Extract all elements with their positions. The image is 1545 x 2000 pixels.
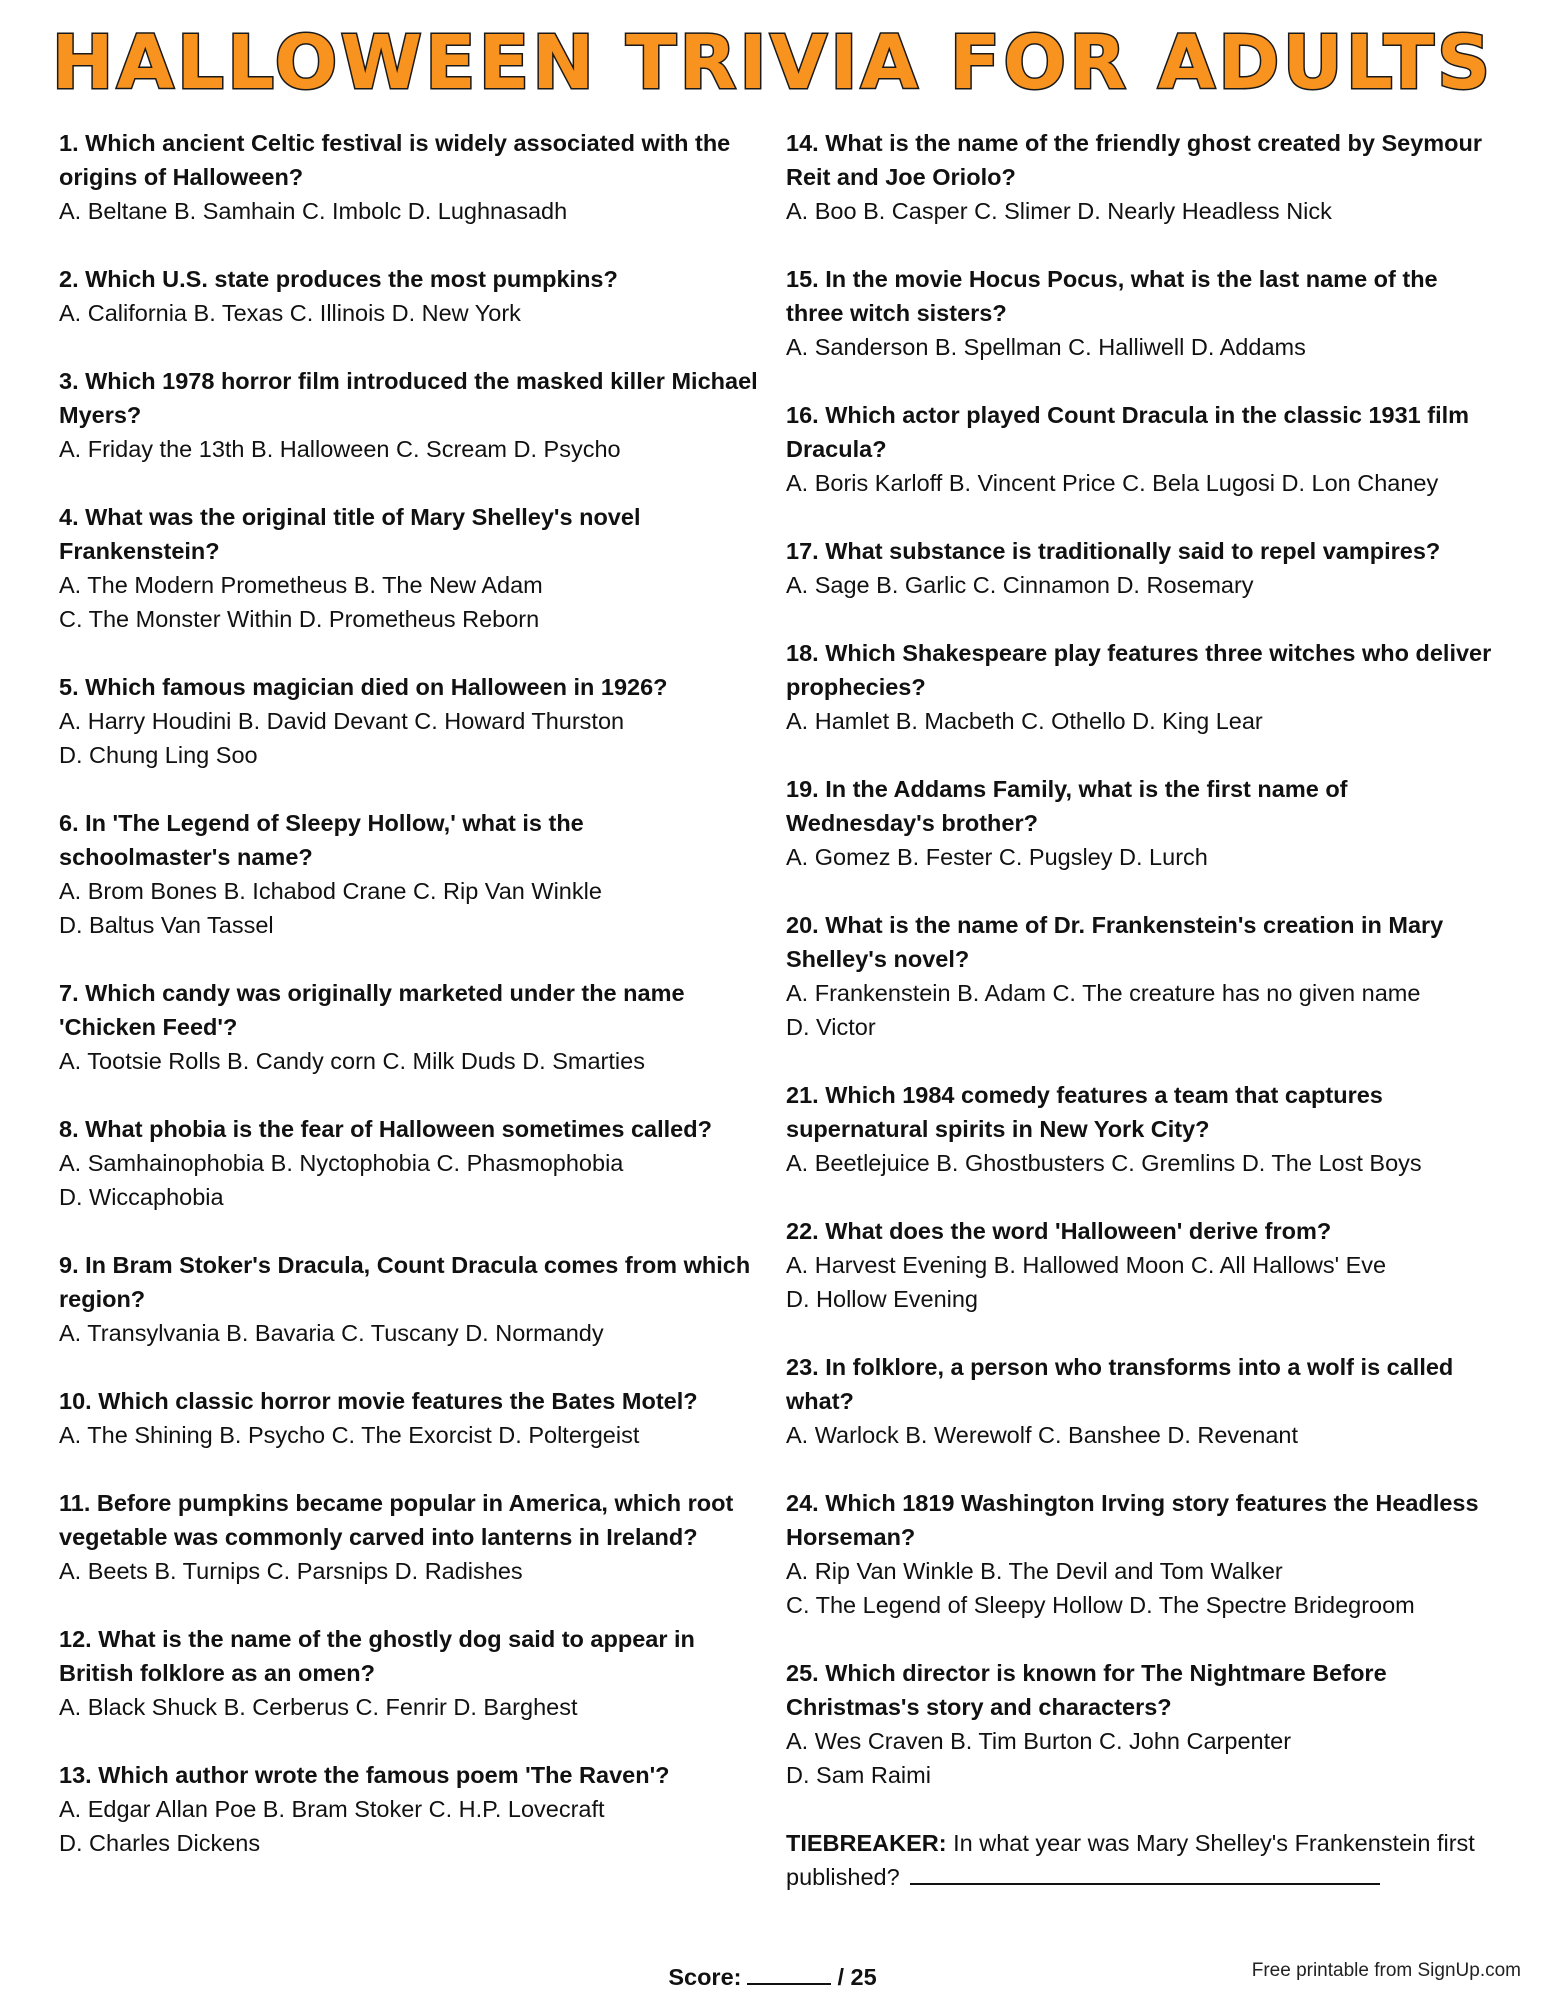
answer-options: A. Beltane B. Samhain C. Imbolc D. Lughnasadh xyxy=(59,198,568,224)
answer-options: D. Sam Raimi xyxy=(786,1762,931,1788)
question-item xyxy=(786,126,1501,228)
question-item xyxy=(59,126,759,228)
answer-options: D. Charles Dickens xyxy=(59,1830,261,1856)
question-item xyxy=(59,1248,759,1350)
tiebreaker xyxy=(786,1826,1501,1894)
answer-options: A. The Modern Prometheus B. The New Adam xyxy=(59,572,543,598)
answer-options: A. Friday the 13th B. Halloween C. Scream D. Psycho xyxy=(59,436,621,462)
answer-options: D. Victor xyxy=(786,1014,876,1040)
question-text: 3. Which 1978 horror film introduced the masked killer Michael Myers? xyxy=(59,368,758,428)
score-blank xyxy=(747,1963,831,1985)
answer-options: A. California B. Texas C. Illinois D. New York xyxy=(59,300,521,326)
question-text: 23. In folklore, a person who transforms into a wolf is called what? xyxy=(786,1354,1454,1414)
answer-options: A. Boo B. Casper C. Slimer D. Nearly Headless Nick xyxy=(786,198,1332,224)
answer-options: A. Harvest Evening B. Hallowed Moon C. All Hallows' Eve xyxy=(786,1252,1387,1278)
question-item xyxy=(786,908,1501,1044)
question-item xyxy=(786,1078,1501,1180)
question-text: 8. What phobia is the fear of Halloween sometimes called? xyxy=(59,1116,712,1142)
score-total: / 25 xyxy=(837,1964,877,1990)
answer-options: A. Black Shuck B. Cerberus C. Fenrir D. Barghest xyxy=(59,1694,578,1720)
question-text: 10. Which classic horror movie features the Bates Motel? xyxy=(59,1388,698,1414)
question-text: 14. What is the name of the friendly ghost created by Seymour Reit and Joe Oriolo? xyxy=(786,130,1483,190)
page-title: HALLOWEEN TRIVIA FOR ADULTS xyxy=(51,20,1494,106)
answer-options: A. Beets B. Turnips C. Parsnips D. Radishes xyxy=(59,1558,523,1584)
question-item xyxy=(59,1758,759,1860)
question-text: 13. Which author wrote the famous poem 'The Raven'? xyxy=(59,1762,670,1788)
question-item xyxy=(59,1112,759,1214)
question-text: 5. Which famous magician died on Halloween in 1926? xyxy=(59,674,668,700)
question-item xyxy=(59,976,759,1078)
question-text: 4. What was the original title of Mary Shelley's novel Frankenstein? xyxy=(59,504,641,564)
question-item xyxy=(59,670,759,772)
answer-options: A. Warlock B. Werewolf C. Banshee D. Revenant xyxy=(786,1422,1298,1448)
questions-column-left xyxy=(59,126,759,1894)
tiebreaker-label: TIEBREAKER: xyxy=(786,1830,947,1856)
question-item xyxy=(786,262,1501,364)
answer-options: A. Sage B. Garlic C. Cinnamon D. Rosemary xyxy=(786,572,1254,598)
tiebreaker-answer-line xyxy=(910,1861,1380,1885)
answer-options: A. The Shining B. Psycho C. The Exorcist D. Poltergeist xyxy=(59,1422,640,1448)
question-item xyxy=(59,1486,759,1588)
answer-options: A. Rip Van Winkle B. The Devil and Tom Walker xyxy=(786,1558,1283,1584)
question-item xyxy=(59,364,759,466)
question-item xyxy=(786,636,1501,738)
question-item xyxy=(786,1656,1501,1792)
answer-options: A. Samhainophobia B. Nyctophobia C. Phasmophobia xyxy=(59,1150,624,1176)
question-text: 6. In 'The Legend of Sleepy Hollow,' what is the schoolmaster's name? xyxy=(59,810,584,870)
answer-options: A. Tootsie Rolls B. Candy corn C. Milk Duds D. Smarties xyxy=(59,1048,645,1074)
answer-options: A. Wes Craven B. Tim Burton C. John Carpenter xyxy=(786,1728,1292,1754)
question-item xyxy=(59,1384,759,1452)
score-label: Score: xyxy=(668,1964,742,1990)
question-item xyxy=(59,262,759,330)
answer-options: D. Wiccaphobia xyxy=(59,1184,224,1210)
answer-options: C. The Legend of Sleepy Hollow D. The Spectre Bridegroom xyxy=(786,1592,1415,1618)
questions-column-right xyxy=(786,126,1501,1894)
question-text: 22. What does the word 'Halloween' derive from? xyxy=(786,1218,1332,1244)
answer-options: A. Harry Houdini B. David Devant C. Howard Thurston xyxy=(59,708,625,734)
answer-options: A. Frankenstein B. Adam C. The creature has no given name xyxy=(786,980,1421,1006)
question-item xyxy=(786,534,1501,602)
question-text: 2. Which U.S. state produces the most pumpkins? xyxy=(59,266,618,292)
question-item xyxy=(59,1622,759,1724)
question-text: 24. Which 1819 Washington Irving story features the Headless Horseman? xyxy=(786,1490,1479,1550)
question-item xyxy=(786,398,1501,500)
question-item xyxy=(786,772,1501,874)
answer-options: D. Hollow Evening xyxy=(786,1286,979,1312)
answer-options: A. Hamlet B. Macbeth C. Othello D. King Lear xyxy=(786,708,1263,734)
question-text: 1. Which ancient Celtic festival is widely associated with the origins of Halloween? xyxy=(59,130,731,190)
answer-options: D. Chung Ling Soo xyxy=(59,742,258,768)
question-item xyxy=(786,1214,1501,1316)
answer-options: A. Sanderson B. Spellman C. Halliwell D. Addams xyxy=(786,334,1306,360)
answer-options: A. Boris Karloff B. Vincent Price C. Bela Lugosi D. Lon Chaney xyxy=(786,470,1439,496)
question-text: 11. Before pumpkins became popular in America, which root vegetable was commonly carved into lanterns in Ireland? xyxy=(59,1490,734,1550)
question-item xyxy=(59,806,759,942)
question-text: 19. In the Addams Family, what is the first name of Wednesday's brother? xyxy=(786,776,1348,836)
answer-options: D. Baltus Van Tassel xyxy=(59,912,274,938)
answer-options: A. Brom Bones B. Ichabod Crane C. Rip Van Winkle xyxy=(59,878,602,904)
answer-options: C. The Monster Within D. Prometheus Reborn xyxy=(59,606,540,632)
answer-options: A. Gomez B. Fester C. Pugsley D. Lurch xyxy=(786,844,1208,870)
question-item xyxy=(786,1486,1501,1622)
answer-options: A. Edgar Allan Poe B. Bram Stoker C. H.P. Lovecraft xyxy=(59,1796,605,1822)
question-text: 20. What is the name of Dr. Frankenstein's creation in Mary Shelley's novel? xyxy=(786,912,1444,972)
tiebreaker-question: In what year was Mary Shelley's Frankenstein first published? xyxy=(786,1830,1475,1890)
question-text: 17. What substance is traditionally said to repel vampires? xyxy=(786,538,1441,564)
credit-text: Free printable from SignUp.com xyxy=(1251,1960,1521,1981)
question-text: 21. Which 1984 comedy features a team that captures supernatural spirits in New York City? xyxy=(786,1082,1383,1142)
answer-options: A. Transylvania B. Bavaria C. Tuscany D. Normandy xyxy=(59,1320,604,1346)
question-item xyxy=(786,1350,1501,1452)
question-item xyxy=(59,500,759,636)
question-text: 7. Which candy was originally marketed under the name 'Chicken Feed'? xyxy=(59,980,685,1040)
question-text: 16. Which actor played Count Dracula in the classic 1931 film Dracula? xyxy=(786,402,1470,462)
question-text: 18. Which Shakespeare play features three witches who deliver prophecies? xyxy=(786,640,1492,700)
question-text: 12. What is the name of the ghostly dog said to appear in British folklore as an omen? xyxy=(59,1626,695,1686)
question-text: 9. In Bram Stoker's Dracula, Count Dracula comes from which region? xyxy=(59,1252,751,1312)
answer-options: A. Beetlejuice B. Ghostbusters C. Gremlins D. The Lost Boys xyxy=(786,1150,1422,1176)
question-text: 15. In the movie Hocus Pocus, what is the last name of the three witch sisters? xyxy=(786,266,1438,326)
question-text: 25. Which director is known for The Nightmare Before Christmas's story and characters? xyxy=(786,1660,1387,1720)
